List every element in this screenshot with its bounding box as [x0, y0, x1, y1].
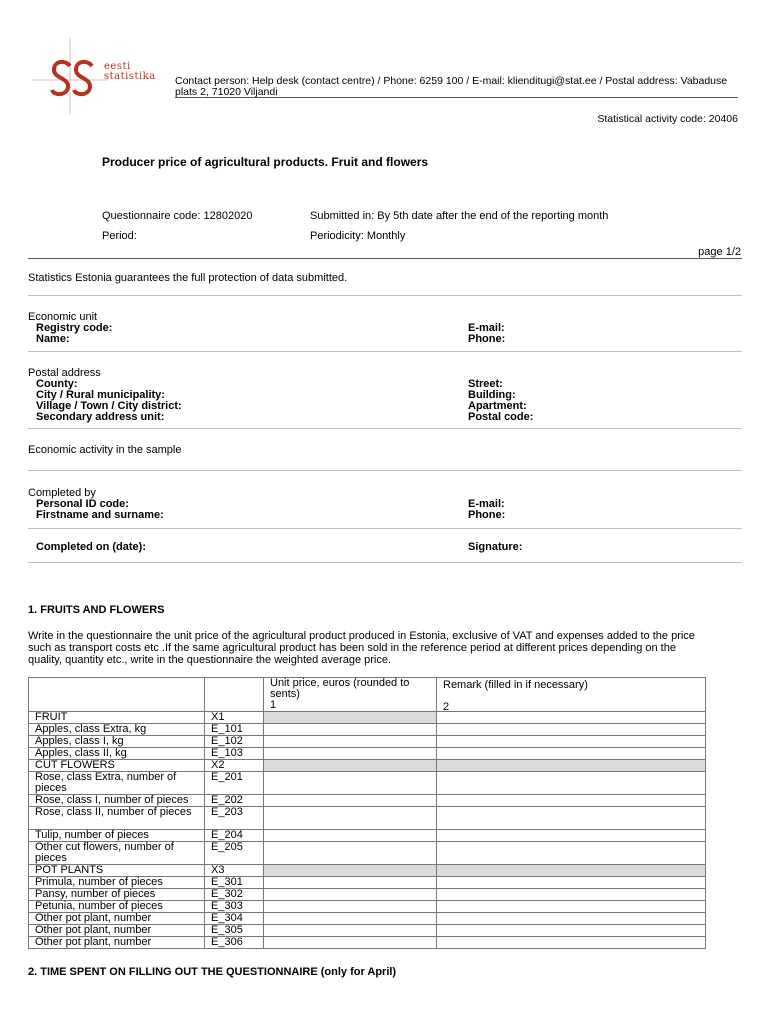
- table-row: [29, 889, 706, 901]
- remark-cell: [437, 760, 706, 772]
- fullname-label: Firstname and surname:: [36, 509, 164, 521]
- economic-activity-label: Economic activity in the sample: [28, 444, 182, 456]
- remark-cell[interactable]: [437, 795, 706, 807]
- table-row: [29, 712, 706, 724]
- remark-cell[interactable]: [437, 913, 706, 925]
- unit-price-col-number: 1: [270, 699, 277, 711]
- unit-price-cell[interactable]: [264, 795, 437, 807]
- table-row: [29, 795, 706, 807]
- logo-text-2: statistika: [104, 71, 156, 82]
- apartment-label: Apartment:: [468, 400, 527, 412]
- table-row: [29, 807, 706, 830]
- unit-price-cell[interactable]: [264, 877, 437, 889]
- section-1-heading: 1. FRUITS AND FLOWERS: [28, 604, 165, 616]
- row-code: E_203: [205, 807, 264, 830]
- header-cell-code: [205, 678, 264, 712]
- header-cell-label: [29, 678, 205, 712]
- row-code: E_301: [205, 877, 264, 889]
- table-row: [29, 937, 706, 949]
- postal-heading: Postal address: [28, 367, 101, 379]
- divider-6: [28, 562, 742, 563]
- table-row: [29, 842, 706, 865]
- remark-cell[interactable]: [437, 901, 706, 913]
- remark-cell[interactable]: [437, 724, 706, 736]
- unit-price-cell[interactable]: [264, 901, 437, 913]
- registry-code-label: Registry code:: [36, 322, 113, 334]
- remark-cell[interactable]: [437, 772, 706, 795]
- row-label: Apples, class II, kg: [29, 748, 205, 760]
- row-label: Rose, class I, number of pieces: [29, 795, 205, 807]
- row-label: POT PLANTS: [29, 865, 205, 877]
- row-code: E_302: [205, 889, 264, 901]
- page-number: page 1/2: [698, 246, 741, 258]
- completed-date-label: Completed on (date):: [36, 541, 146, 553]
- unit-email-label: E-mail:: [468, 322, 505, 334]
- remark-cell[interactable]: [437, 807, 706, 830]
- contact-line-2: plats 2, 71020 Viljandi: [175, 86, 278, 98]
- row-code: X3: [205, 865, 264, 877]
- city-label: City / Rural municipality:: [36, 389, 165, 401]
- divider-2: [28, 351, 742, 352]
- row-code: E_304: [205, 913, 264, 925]
- unit-price-cell[interactable]: [264, 724, 437, 736]
- row-code: E_201: [205, 772, 264, 795]
- table-row: [29, 925, 706, 937]
- row-code: E_101: [205, 724, 264, 736]
- row-label: Other pot plant, number: [29, 913, 205, 925]
- section-2-heading: 2. TIME SPENT ON FILLING OUT THE QUESTIONNAIRE (only for April): [28, 966, 397, 978]
- unit-price-cell: [264, 712, 437, 724]
- remark-cell[interactable]: [437, 937, 706, 949]
- row-code: E_103: [205, 748, 264, 760]
- logo: [30, 36, 170, 116]
- unit-price-header: Unit price, euros (rounded to sents): [270, 677, 410, 700]
- table-row: [29, 830, 706, 842]
- remark-cell[interactable]: [437, 889, 706, 901]
- unit-price-cell: [264, 865, 437, 877]
- unit-price-cell[interactable]: [264, 748, 437, 760]
- row-label: Other pot plant, number: [29, 925, 205, 937]
- row-code: X2: [205, 760, 264, 772]
- economic-unit-heading: Economic unit: [28, 311, 98, 323]
- unit-price-cell[interactable]: [264, 830, 437, 842]
- row-code: E_306: [205, 937, 264, 949]
- table-row: [29, 724, 706, 736]
- row-code: E_305: [205, 925, 264, 937]
- row-label: Primula, number of pieces: [29, 877, 205, 889]
- header-cell-unit-price: [264, 678, 437, 712]
- submitted-in: Submitted in: By 5th date after the end of the reporting month: [310, 210, 609, 222]
- row-code: E_204: [205, 830, 264, 842]
- remark-cell[interactable]: [437, 842, 706, 865]
- table-row: [29, 760, 706, 772]
- secondary-address-label: Secondary address unit:: [36, 411, 165, 423]
- completed-by-heading: Completed by: [28, 487, 96, 499]
- building-label: Building:: [468, 389, 516, 401]
- row-label: CUT FLOWERS: [29, 760, 205, 772]
- periodicity: Periodicity: Monthly: [310, 230, 406, 242]
- street-label: Street:: [468, 378, 503, 390]
- personal-id-label: Personal ID code:: [36, 498, 129, 510]
- table-row: [29, 736, 706, 748]
- activity-code: Statistical activity code: 20406: [597, 113, 738, 125]
- remark-header: Remark (filled in if necessary): [443, 679, 588, 691]
- unit-price-cell[interactable]: [264, 807, 437, 830]
- unit-price-cell[interactable]: [264, 925, 437, 937]
- table-row: [29, 877, 706, 889]
- row-label: Tulip, number of pieces: [29, 830, 205, 842]
- table-row: [29, 901, 706, 913]
- page-title: Producer price of agricultural products. Fruit and flowers: [102, 155, 429, 169]
- row-label: Petunia, number of pieces: [29, 901, 205, 913]
- instruction-line-2: such as transport costs etc .If the same agricultural product has been sold in the reference period at different prices depending on the: [28, 642, 676, 654]
- unit-price-cell[interactable]: [264, 913, 437, 925]
- divider-3: [28, 428, 742, 429]
- unit-price-cell[interactable]: [264, 772, 437, 795]
- price-table: [28, 677, 706, 949]
- row-label: Apples, class I, kg: [29, 736, 205, 748]
- remark-cell[interactable]: [437, 877, 706, 889]
- row-code: E_303: [205, 901, 264, 913]
- remark-cell[interactable]: [437, 925, 706, 937]
- table-row: [29, 772, 706, 795]
- completed-phone-label: Phone:: [468, 509, 506, 521]
- row-label: Rose, class Extra, number of pieces: [29, 772, 205, 795]
- row-label: Apples, class Extra, kg: [29, 724, 205, 736]
- remark-cell: [437, 701, 706, 724]
- questionnaire-code: Questionnaire code: 12802020: [102, 210, 253, 222]
- remark-cell: [437, 865, 706, 877]
- divider-4: [28, 470, 742, 471]
- row-label: Rose, class II, number of pieces: [29, 807, 205, 830]
- county-label: County:: [36, 378, 78, 390]
- remark-cell[interactable]: [437, 748, 706, 760]
- logo-text-1: eesti: [104, 61, 131, 72]
- unit-price-cell[interactable]: [264, 842, 437, 865]
- instruction-line-1: Write in the questionnaire the unit price of the agricultural product produced in Estonia, exclusive of VAT and expenses added to the price: [28, 630, 695, 642]
- remark-cell[interactable]: [437, 736, 706, 748]
- unit-price-cell[interactable]: [264, 889, 437, 901]
- table-row: [29, 865, 706, 877]
- row-label: Pansy, number of pieces: [29, 889, 205, 901]
- table-row: [29, 913, 706, 925]
- price-table-body: [29, 678, 706, 949]
- signature-label: Signature:: [468, 541, 523, 553]
- divider-5: [28, 528, 742, 529]
- unit-price-cell[interactable]: [264, 736, 437, 748]
- remark-col-number: 2: [443, 702, 705, 713]
- row-label: Other pot plant, number: [29, 937, 205, 949]
- instruction-line-3: quality, quantity etc., write in the questionnaire the weighted average price.: [28, 654, 392, 666]
- row-label: FRUIT: [29, 712, 205, 724]
- period-label: Period:: [102, 230, 137, 242]
- unit-phone-label: Phone:: [468, 333, 506, 345]
- contact-line-1: Contact person: Help desk (contact centre) / Phone: 6259 100 / E-mail: klienditugi@stat.ee / Postal address: Vabaduse: [175, 75, 728, 87]
- divider-1: [28, 295, 742, 296]
- name-label: Name:: [36, 333, 70, 345]
- row-code: E_205: [205, 842, 264, 865]
- postal-code-label: Postal code:: [468, 411, 534, 423]
- logo-mark-icon: [30, 36, 110, 116]
- meta-divider: [28, 258, 742, 259]
- header-divider: [175, 97, 738, 98]
- village-label: Village / Town / City district:: [36, 400, 182, 412]
- remark-cell[interactable]: [437, 830, 706, 842]
- row-code: E_202: [205, 795, 264, 807]
- row-code: E_102: [205, 736, 264, 748]
- row-label: Other cut flowers, number of pieces: [29, 842, 205, 865]
- unit-price-cell: [264, 760, 437, 772]
- completed-email-label: E-mail:: [468, 498, 505, 510]
- unit-price-cell[interactable]: [264, 937, 437, 949]
- guarantee-text: Statistics Estonia guarantees the full protection of data submitted.: [28, 272, 348, 284]
- row-code: X1: [205, 712, 264, 724]
- table-row: [29, 748, 706, 760]
